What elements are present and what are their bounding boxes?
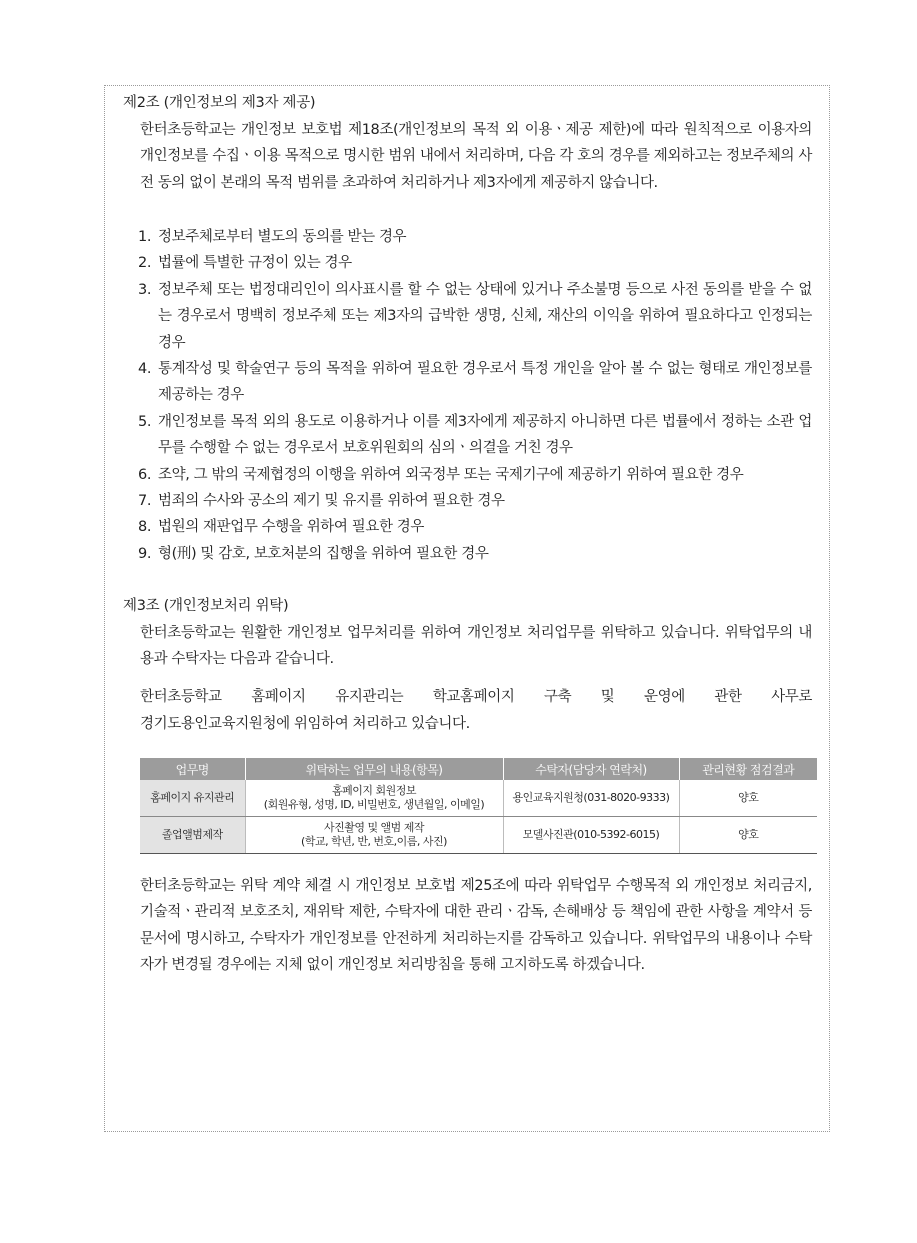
item-number: 5. xyxy=(138,413,152,430)
content-cell xyxy=(245,817,503,854)
column-header: 위탁하는 업무의 내용(항목) xyxy=(245,758,503,780)
content-line: 사진촬영 및 앨범 제작 xyxy=(323,821,425,834)
table-row xyxy=(140,817,817,854)
article3-intro: 한터초등학교는 원활한 개인정보 업무처리를 위하여 개인정보 처리업무를 위탁하고 있습니다. 위탁업무의 내용과 수탁자는 다음과 같습니다. xyxy=(140,625,812,668)
article2-intro: 한터초등학교는 개인정보 보호법 제18조(개인정보의 목적 외 이용ㆍ제공 제한)에 따라 원칙적으로 이용자의 개인정보를 수집ㆍ이용 목적으로 명시한 범위 내에서 처리하며, 다음 각 호의 경우를 제외하고는 정보주체의 사전 동의 없이 본래의 목적 범위를 초과하여 처리하거나 제3자에게 제공하지 않습니다. xyxy=(140,122,812,191)
list-item xyxy=(138,277,812,356)
list-item xyxy=(138,514,812,540)
list-item xyxy=(138,224,812,250)
task-cell: 홈페이지 유지관리 xyxy=(140,780,245,817)
item-number: 6. xyxy=(138,466,152,483)
list-item xyxy=(138,250,812,276)
list-item xyxy=(138,541,812,567)
item-text: 법률에 특별한 규정이 있는 경우 xyxy=(158,255,352,272)
item-text: 통계작성 및 학술연구 등의 목적을 위하여 필요한 경우로서 특정 개인을 알아 볼 수 없는 형태로 개인정보를 제공하는 경우 xyxy=(158,361,812,404)
item-number: 1. xyxy=(138,229,152,245)
content-line: (회원유형, 성명, ID, 비밀번호, 생년월일, 이메일) xyxy=(263,798,485,811)
article3-closing: 한터초등학교는 위탁 계약 체결 시 개인정보 보호법 제25조에 따라 위탁업무 수행목적 외 개인정보 처리금지, 기술적ㆍ관리적 보호조치, 재위탁 제한, 수탁자에 대한 관리ㆍ감독, 손해배상 등 책임에 관한 사항을 계약서 등 문서에 명시하고, 수탁자가 개인정보를 안전하게 처리하는지를 감독하고 있습니다. 위탁업무의 내용이나 수탁자가 변경될 경우에는 지체 없이 개인정보 처리방침을 통해 고지하도록 하겠습니다. xyxy=(140,878,812,974)
trustee-cell: 용인교육지원청(031-8020-9333) xyxy=(503,780,679,817)
item-text: 범죄의 수사와 공소의 제기 및 유지를 위하여 필요한 경우 xyxy=(158,493,505,510)
article2-item-list xyxy=(138,224,812,567)
item-number: 7. xyxy=(138,493,152,510)
item-text: 정보주체로부터 별도의 동의를 받는 경우 xyxy=(158,229,407,245)
content-line: (학교, 학년, 반, 번호,이름, 사진) xyxy=(301,835,447,848)
item-text: 정보주체 또는 법정대리인이 의사표시를 할 수 없는 상태에 있거나 주소불명 등으로 사전 동의를 받을 수 없는 경우로서 명백히 정보주체 또는 제3자의 급박한 생명, 신체, 재산의 이익을 위하여 필요하다고 인정되는 경우 xyxy=(158,281,812,351)
article3-para2-line2: 경기도용인교육지원청에 위임하여 처리하고 있습니다. xyxy=(140,716,470,732)
column-header: 관리현황 점검결과 xyxy=(679,758,817,780)
item-number: 9. xyxy=(138,545,152,562)
item-number: 8. xyxy=(138,519,152,536)
article2-heading: 제2조 (개인정보의 제3자 제공) xyxy=(123,95,316,111)
table-header-row xyxy=(140,758,817,780)
list-item xyxy=(138,462,812,488)
trustee-cell: 모델사진관(010-5392-6015) xyxy=(503,817,679,854)
task-cell: 졸업앨범제작 xyxy=(140,817,245,854)
item-text: 법원의 재판업무 수행을 위하여 필요한 경우 xyxy=(158,519,424,536)
content-line: 홈페이지 회원정보 xyxy=(331,784,416,797)
list-item xyxy=(138,356,812,409)
content-cell xyxy=(245,780,503,817)
list-item xyxy=(138,409,812,462)
item-text: 개인정보를 목적 외의 용도로 이용하거나 이를 제3자에게 제공하지 아니하면 다른 법률에서 정하는 소관 업무를 수행할 수 없는 경우로서 보호위원회의 심의ㆍ의결을 거친 경우 xyxy=(158,413,812,457)
list-item xyxy=(138,488,812,514)
table-row xyxy=(140,780,817,817)
column-header: 업무명 xyxy=(140,758,245,780)
item-number: 4. xyxy=(138,361,152,378)
item-number: 2. xyxy=(138,255,152,272)
consignment-table xyxy=(140,758,817,854)
column-header: 수탁자(담당자 연락처) xyxy=(503,758,679,780)
article3-heading: 제3조 (개인정보처리 위탁) xyxy=(123,598,289,614)
item-text: 형(刑) 및 감호, 보호처분의 집행을 위하여 필요한 경우 xyxy=(158,545,489,562)
item-text: 조약, 그 밖의 국제협정의 이행을 위하여 외국정부 또는 국제기구에 제공하기 위하여 필요한 경우 xyxy=(158,466,744,483)
result-cell: 양호 xyxy=(679,817,817,854)
item-number: 3. xyxy=(138,281,152,298)
article3-para2-line1: 한터초등학교 홈페이지 유지관리는 학교홈페이지 구축 및 운영에 관한 사무로 xyxy=(140,689,812,705)
result-cell: 양호 xyxy=(679,780,817,817)
